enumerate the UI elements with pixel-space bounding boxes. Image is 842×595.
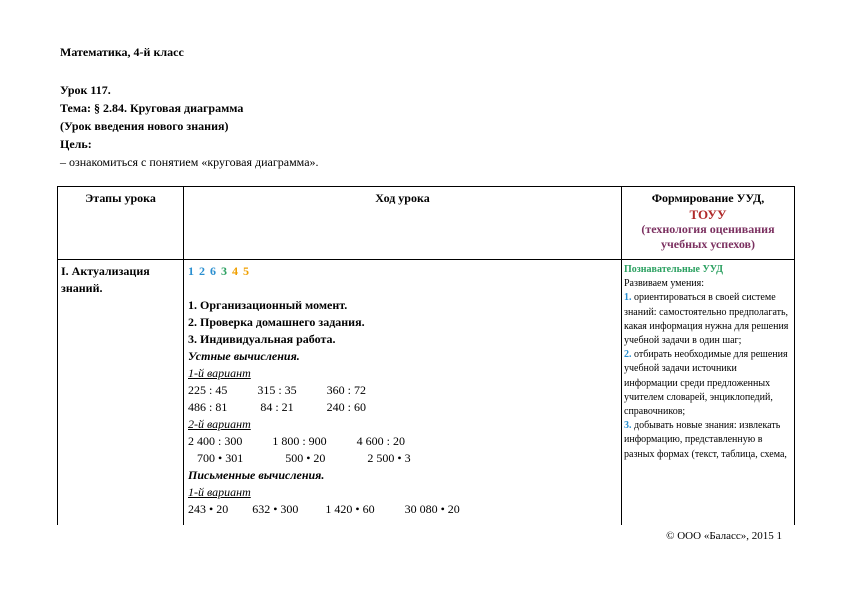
uud-cell xyxy=(624,263,792,462)
step-item: 3. Индивидуальная работа. xyxy=(188,332,336,346)
uud-header-line1: Формирование УУД, xyxy=(651,191,765,205)
uud-item: 1. ориентироваться в своей системе знаний: самостоятельно предполагать, какая информация нужна для решения учебной задачи в один шаг; xyxy=(624,292,789,347)
row-divider xyxy=(58,259,794,260)
stage-cell: I. Актуализация знаний. xyxy=(61,264,150,295)
lesson-topic: Тема: § 2.84. Круговая диаграмма xyxy=(60,101,244,115)
exercise-row: 243 • 20 632 • 300 1 420 • 60 30 080 • 20 xyxy=(188,502,460,516)
step-number: 2 xyxy=(199,264,206,278)
lesson-type: (Урок введения нового знания) xyxy=(60,119,229,133)
step-number: 1 xyxy=(188,264,195,278)
uud-item: 3. добывать новые знания: извлекать информацию, представленную в разных формах (текст, таблица, схема, xyxy=(624,420,787,460)
step-item: 2. Проверка домашнего задания. xyxy=(188,315,365,329)
uud-intro: Развиваем умения: xyxy=(624,278,705,290)
variant-label: 2-й вариант xyxy=(188,417,251,431)
lesson-number: Урок 117. xyxy=(60,83,111,97)
step-number: 5 xyxy=(243,264,250,278)
uud-item: 2. отбирать необходимые для решения учебной задачи источники информации среди предложенных учителем словарей, энциклопедий, справочников; xyxy=(624,349,788,418)
written-title: Письменные вычисления. xyxy=(188,468,325,482)
progress-cell xyxy=(188,263,618,518)
uud-header-tou: ТОУУ xyxy=(689,207,727,222)
col-header-stages: Этапы урока xyxy=(85,191,156,205)
col-header-uud xyxy=(622,191,794,252)
column-divider xyxy=(183,187,184,525)
variant-label: 1-й вариант xyxy=(188,366,251,380)
variant-label: 1-й вариант xyxy=(188,485,251,499)
uud-header-technology: (технология оценивания учебных успехов) xyxy=(641,222,775,251)
goal-label: Цель: xyxy=(60,137,92,151)
step-number: 3 xyxy=(221,264,228,278)
col-header-progress: Ход урока xyxy=(375,191,430,205)
lesson-table xyxy=(57,186,795,525)
step-number: 6 xyxy=(210,264,217,278)
exercise-row: 486 : 81 84 : 21 240 : 60 xyxy=(188,400,367,414)
exercise-row: 225 : 45 315 : 35 360 : 72 xyxy=(188,383,367,397)
exercise-row: 2 400 : 300 1 800 : 900 4 600 : 20 xyxy=(188,434,406,448)
goal-text: – ознакомиться с понятием «круговая диаграмма». xyxy=(60,155,319,169)
oral-title: Устные вычисления. xyxy=(188,349,300,363)
step-number: 4 xyxy=(232,264,239,278)
exercise-row: 700 • 301 500 • 20 2 500 • 3 xyxy=(188,451,411,465)
step-numbers xyxy=(188,263,618,280)
subject-title: Математика, 4-й класс xyxy=(60,45,184,59)
copyright-footer: © ООО «Баласс», 2015 1 xyxy=(666,530,782,542)
step-item: 1. Организационный момент. xyxy=(188,298,348,312)
uud-title: Познавательные УУД xyxy=(624,264,724,275)
